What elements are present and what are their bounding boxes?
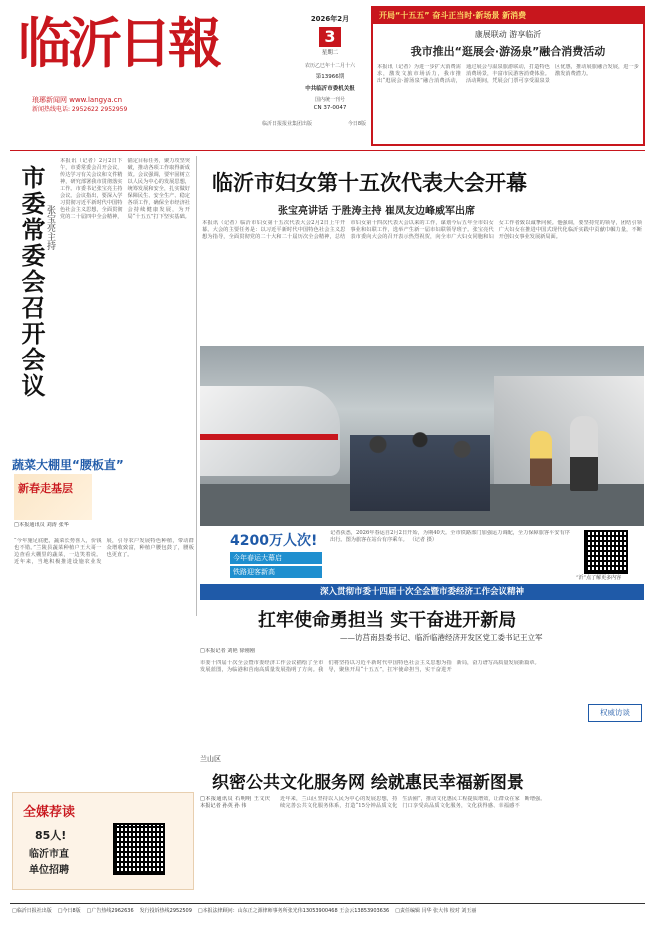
feature-banner: 开局“十五五” 奋斗正当时·新场景 新消费 xyxy=(373,8,643,24)
qr-code[interactable] xyxy=(584,530,628,574)
issue-date: 2026年2月 xyxy=(310,15,350,23)
hotline: 新闻热线电话: 2952622 2952959 xyxy=(32,106,128,113)
footer-item: □今日8版 xyxy=(57,908,81,914)
ad-qr-code[interactable] xyxy=(113,823,165,875)
column-rule xyxy=(196,156,197,616)
vegetable-body: “今年施足底肥，蔬菜长势喜人，价钱也不错。”兰陵县蔬菜种植户王大哥一边查看大棚里的蔬菜，一边笑着说。近年来，当地积极推进设施农业发展，引导农户发展特色种植，带动群众增收致富，种植户腰包鼓了，腰板也更直了。 xyxy=(14,538,194,565)
train-right xyxy=(494,376,644,486)
left-story-body: 本报讯（记者）2月2日下午，市委常委会召开会议，传达学习有关会议和文件精神，研究部署我市贯彻落实工作。市委书记张宝亮主持会议。会议指出，要深入学习贯彻习近平新时代中国特色社会主义思想，全面贯彻党的二十届四中全会精神，锚定目标任务，聚力攻坚突破，推动各项工作取得新成效。会议强调，要牢固树立以人民为中心的发展思想，统筹发展和安全，扎实做好保障民生、安全生产、稳定各项工作，确保全市经济社会持续健康发展，为开局“十五五”打下坚实基础。 xyxy=(60,158,190,220)
left-story-speaker: 张宝亮主持 xyxy=(45,205,55,250)
footer xyxy=(12,907,642,914)
traffic-sub1: 今年春运大幕启 xyxy=(230,552,322,564)
adult-figure xyxy=(570,416,598,491)
recommend-ad[interactable] xyxy=(12,792,194,890)
publisher-group: 临沂日报报业集团出版 xyxy=(262,121,313,127)
ad-line1: 85人! xyxy=(35,829,67,842)
vegetable-byline: □本报通讯员 刘涛 张华 xyxy=(14,522,69,528)
culture-body: 近年来，兰山区坚持以人民为中心的发展思想，持续完善公共文化服务体系，打造“15分钟品质文化生活圈”，推动文化惠民工程提质增效，让群众在家门口享受高品质文化服务，文化获得感、幸福感不断增强。 xyxy=(280,796,546,809)
footer-item: □责任编辑 闫华 张大伟 校对 刘玉丽 xyxy=(395,908,477,914)
day-badge: 3 xyxy=(319,27,341,47)
photo-caption-text: 记者获悉，2026年春运自2月2日开始，为期40天。全市铁路部门加强运力调配，全力保障旅客平安有序出行。图为旅客在站台有序乘车。 xyxy=(330,530,570,543)
railway-photo xyxy=(200,346,644,526)
footer-item: □临沂日报社出版 xyxy=(12,908,52,914)
interview-byline: □本报记者 刘艳 徐刚刚 xyxy=(200,648,255,654)
interview-tag[interactable]: 权威访谈 xyxy=(588,704,642,722)
interview-subhead: ——访莒南县委书记、临沂临港经济开发区党工委书记王立军 xyxy=(340,633,543,642)
crowd xyxy=(350,416,490,511)
left-story-headline[interactable]: 市委常委会召开会议 xyxy=(17,165,45,399)
feature-headline[interactable]: 我市推出“逛展会·游汤泉”融合消费活动 xyxy=(410,45,606,58)
traffic-callout xyxy=(230,530,322,578)
weekday: 星期二 xyxy=(321,50,339,56)
footer-item: □本报法律顾问：山东正之源律师事务所张光伟13053900468 王会云13853903636 xyxy=(197,908,390,914)
new-spring-badge-text: 新春走基层 xyxy=(18,482,73,495)
train-stripe xyxy=(200,434,338,440)
feature-kicker: 康展联动 游享临沂 xyxy=(474,30,542,39)
footer-item: 发行投诉热线2952509 xyxy=(139,908,192,914)
photo-caption xyxy=(330,530,570,575)
spirit-banner: 深入贯彻市委十四届十次全会暨市委经济工作会议精神 xyxy=(200,584,644,600)
ad-title: 全媒荐读 xyxy=(23,805,76,820)
edition-count: 今日8版 xyxy=(347,121,366,127)
culture-headline[interactable]: 织密公共文化服务网 绘就惠民幸福新图景 xyxy=(212,773,524,793)
lunar-date: 农历乙巳年十二月十六 xyxy=(304,63,355,69)
interview-body: 市委十四届十次全会暨市委经济工作会议描绘了全市发展蓝图，为临港和莒南高质量发展指明了方向。我们将坚持以习近平新时代中国特色社会主义思想为指导，聚焦开局“十五五”，扛牢使命担当，实干奋进开新局，奋力谱写高质量发展新篇章。 xyxy=(200,660,540,673)
main-body: 本报讯（记者）临沂市妇女第十五次代表大会2月2日上午开幕。大会的主要任务是：以习近平新时代中国特色社会主义思想为指导，全面贯彻党的二十大和二十届历次全会精神，总结市妇女第十四次代表大会以来的工作，谋划今后五年全市妇女事业和妇联工作，选举产生新一届市妇联领导班子。张宝亮代表市委向大会的召开表示热烈祝贺，向全市广大妇女同胞和妇女工作者致以诚挚问候。他强调，要坚持党的领导，团结引领广大妇女在推进中国式现代化临沂实践中贡献巾帼力量，不断开创妇女事业发展新局面。 xyxy=(202,220,642,240)
top-feature-box[interactable] xyxy=(371,6,645,146)
child-figure xyxy=(530,431,552,486)
masthead-divider xyxy=(10,150,645,151)
feature-body: 本报讯（记者）为进一步扩大消费需求，激发文旅市场活力，我市推出“逛展会·游汤泉”融合消费活动，通过展会与温泉旅游联动，打造特色消费场景，丰富市民游客消费体验。活动期间，凭展会门票可享受温泉景区优惠，推动展旅融合发展，进一步激发消费潜力。 xyxy=(377,64,639,84)
issue-number: 第13966期 xyxy=(315,74,345,80)
footer-item: □广告热线2962636 xyxy=(86,908,134,914)
culture-section: 兰山区 xyxy=(200,755,221,763)
qr-label: “沂”点了解更多内容 xyxy=(576,575,622,581)
cn-label: 国内统一刊号 xyxy=(314,97,345,103)
cn-number: CN 37-0047 xyxy=(313,105,347,111)
traffic-sub2: 铁路迎客新高 xyxy=(230,566,322,578)
new-spring-badge xyxy=(14,474,92,520)
masthead-title: 临沂日報 xyxy=(18,11,218,75)
website[interactable]: 琅琊新闻网 www.langya.cn xyxy=(32,96,123,104)
main-headline[interactable]: 临沂市妇女第十五次代表大会开幕 xyxy=(212,171,527,195)
footer-rule xyxy=(10,903,645,904)
train-shape xyxy=(200,386,340,476)
photo-credit: （记者 摄） xyxy=(409,537,438,543)
ad-line3: 单位招聘 xyxy=(29,865,69,876)
traffic-big: 4200万人次! xyxy=(230,533,318,549)
interview-headline[interactable]: 扛牢使命勇担当 实干奋进开新局 xyxy=(258,610,517,631)
ad-line2: 临沂市直 xyxy=(29,849,69,860)
main-subhead: 张宝亮讲话 于胜涛主持 崔凤友边峰威军出席 xyxy=(278,206,475,217)
vegetable-headline[interactable]: 蔬菜大棚里“腰板直” xyxy=(12,458,124,472)
publisher-strip xyxy=(262,120,366,127)
culture-byline: □本报通讯员 石明明 王文庆 本报记者 孙英 孙 伟 xyxy=(200,796,270,809)
date-box xyxy=(300,14,360,111)
publisher: 中共临沂市委机关报 xyxy=(305,86,355,92)
